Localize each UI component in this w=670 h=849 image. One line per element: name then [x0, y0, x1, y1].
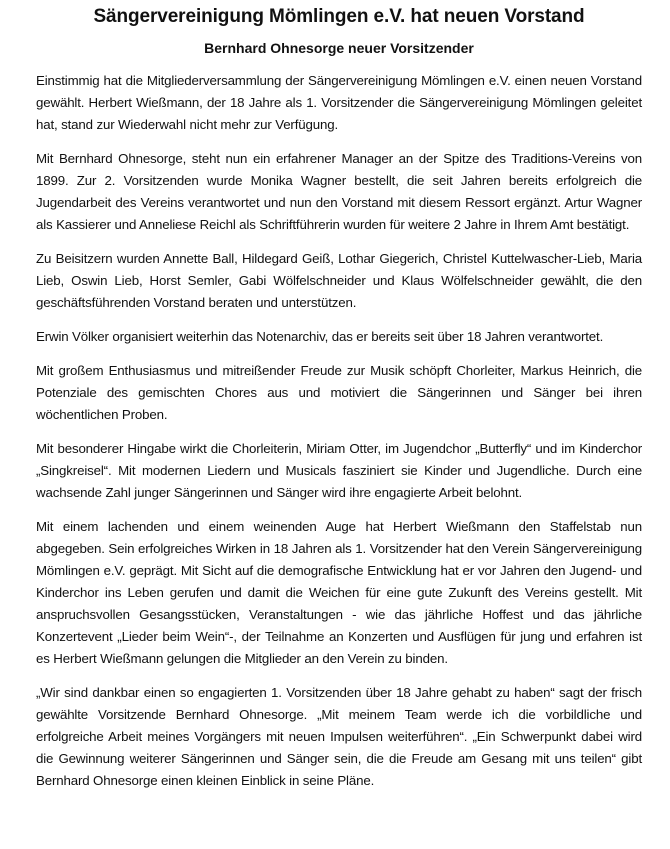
paragraph-quote: „Wir sind dankbar einen so engagierten 1. Vorsitzenden über 18 Jahre gehabt zu haben“ sagt der frisch gewählte Vorsitzende Bernhard Ohnesorge. „Mit meinem Team werde ich die vorbildliche und erfolgreiche Arbeit meines Vorgängers mit neuen Impulsen weiterführen“. „Ein Schwerpunkt dabei wird die Gewinnung weiterer Sängerinnen und Sänger sein, die die Freude am Gesang mit uns teilen“ gibt Bernhard Ohnesorge einen kleinen Einblick in seine Pläne. [36, 685, 642, 788]
paragraph-choir-director: Mit großem Enthusiasmus und mitreißender Freude zur Musik schöpft Chorleiter, Markus Heinrich, die Potenziale des gemischten Chores aus und motiviert die Sängerinnen und Sänger bei ihren wöchentlichen Proben. [36, 363, 642, 422]
paragraph-intro: Einstimmig hat die Mitgliederversammlung der Sängervereinigung Mömlingen e.V. einen neuen Vorstand gewählt. Herbert Wießmann, der 18 Jahre als 1. Vorsitzender die Sängervereinigung Mömlingen geleitet hat, stand zur Wiederwahl nicht mehr zur Verfügung. [36, 73, 642, 132]
paragraph-assessors: Zu Beisitzern wurden Annette Ball, Hildegard Geiß, Lothar Giegerich, Christel Kuttelwascher-Lieb, Maria Lieb, Oswin Lieb, Horst Semler, Gabi Wölfelschneider und Klaus Wölfelschneider gewählt, die den geschäftsführenden Vorstand beraten und unterstützen. [36, 251, 642, 310]
paragraph-youth-choir: Mit besonderer Hingabe wirkt die Chorleiterin, Miriam Otter, im Jugendchor „Butterfly“ und im Kinderchor „Singkreisel“. Mit modernen Liedern und Musicals fasziniert sie Kinder und Jugendliche. Durch eine wachsende Zahl junger Sängerinnen und Sänger wird ihre engagierte Arbeit belohnt. [36, 441, 642, 500]
article-subtitle: Bernhard Ohnesorge neuer Vorsitzender [204, 40, 474, 56]
paragraph-new-board: Mit Bernhard Ohnesorge, steht nun ein erfahrener Manager an der Spitze des Traditions-Vereins von 1899. Zur 2. Vorsitzenden wurde Monika Wagner bestellt, die seit Jahren bereits erfolgreich die Jugendarbeit des Vereins verantwortet und nun den Vorstand mit diesem Ressort ergänzt. Artur Wagner als Kassierer und Anneliese Reichl als Schriftführerin wurden für weitere 2 Jahre in Ihrem Amt bestätigt. [36, 151, 642, 232]
paragraph-farewell: Mit einem lachenden und einem weinenden Auge hat Herbert Wießmann den Staffelstab nun abgegeben. Sein erfolgreiches Wirken in 18 Jahren als 1. Vorsitzender hat den Verein Sängervereinigung Mömlingen e.V. geprägt. Mit Sicht auf die demografische Entwicklung hat er vor Jahren den Jugend- und Kinderchor ins Leben gerufen und damit die Weichen für eine gute Zukunft des Vereins gestellt. Mit anspruchsvollen Gesangsstücken, Veranstaltungen - wie das jährliche Hoffest und das jährliche Konzertevent „Lieder beim Wein“-, der Teilnahme an Konzerten und Ausflügen für jung und erfahren ist es Herbert Wießmann gelungen die Mitglieder an den Verein zu binden. [36, 519, 642, 666]
paragraph-sheet-music-archive: Erwin Völker organisiert weiterhin das Notenarchiv, das er bereits seit über 18 Jahren verantwortet. [36, 329, 604, 344]
article-body [36, 70, 642, 792]
article-title: Sängervereinigung Mömlingen e.V. hat neuen Vorstand [93, 6, 585, 27]
